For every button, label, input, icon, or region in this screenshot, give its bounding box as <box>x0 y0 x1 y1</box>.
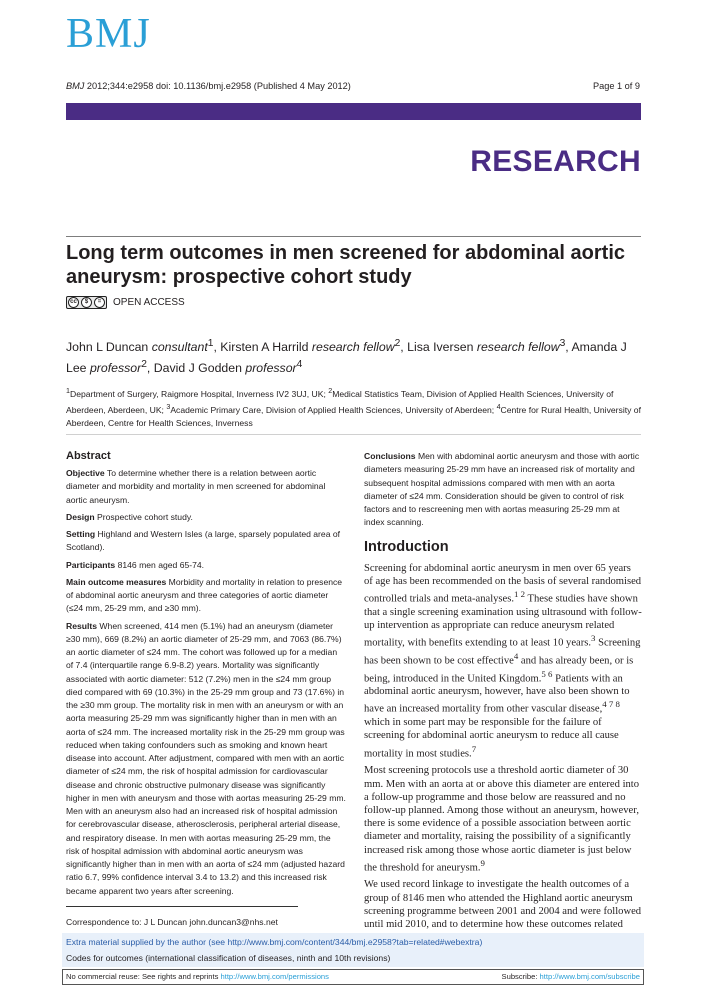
header-bar <box>66 103 641 120</box>
abstract-design: Design Prospective cohort study. <box>66 511 193 522</box>
article-title: Long term outcomes in men screened for abdominal aortic aneurysm: prospective cohort study <box>66 242 625 288</box>
open-access-label: OPEN ACCESS <box>113 297 185 308</box>
abstract-heading: Abstract <box>66 450 111 462</box>
divider <box>66 236 641 237</box>
abstract-column <box>66 448 346 902</box>
abstract-results: Results When screened, 414 men (5.1%) had an aneurysm (diameter ≥30 mm), 669 (8.2%) an aortic diameter of 25-29 mm, and 7063 (86.7%) an aortic diameter of ≤24 mm. The cohort was followed up for a median of 7.4 (interquartile range 6.9-8.2) years. Mortality was significantly associated with aortic diameter: 512 (7.2%) men in the ≤24 mm group died compared with 69 (10.3%) in the 25-29 mm group and 73 (17.6%) in the ≥30 mm group. The mortality risk in men with an aneurysm or with an aorta measuring 25-29 mm was significantly higher than in men with an aorta of ≤24 mm. The increased mortality risk in the 25-29 mm group was reduced when taking confounders such as smoking and known heart disease into account. After adjustment, compared with men with an aortic diameter of ≤24 mm, the risk of hospital admission for cardiovascular disease and chronic obstructive pulmonary disease was significantly higher in men with aneurysm and those with aortas measuring 25-29 mm. Men with an aneurysm also had an increased risk of hospital admission for cerebrovascular disease, atherosclerosis, peripheral arterial disease, and respiratory disease. In men with aortas measuring 25-29 mm, the risk of hospital admission with abdominal aortic aneurysm was significantly higher than in men with an aorta of ≤24 mm (adjusted hazard ratio 6.7, 99% confidence interval 3.4 to 13.2) and this increased risk became apparent two years after screening. <box>66 620 346 896</box>
citation-line <box>66 81 351 91</box>
author: Kirsten A Harrild research fellow$^2$, <box>220 338 408 355</box>
author: John L Duncan consultant$^1$, <box>66 338 221 355</box>
subscribe-link[interactable]: http://www.bmj.com/subscribe <box>539 972 640 981</box>
permissions-link[interactable]: http://www.bmj.com/permissions <box>220 972 329 981</box>
abstract-objective: Objective To determine whether there is a relation between aortic diameter and morbidity and mortality in men screened for abdominal aortic aneurysm. <box>66 468 326 505</box>
citation-details: 2012;344:e2958 doi: 10.1136/bmj.e2958 (Published 4 May 2012) <box>84 81 351 91</box>
outcome-codes: Codes for outcomes (international classification of diseases, ninth and 10th revisions) <box>66 953 391 963</box>
bmj-logo: BMJ <box>66 11 151 57</box>
author: Lisa Iversen research fellow$^3$, <box>407 338 572 355</box>
creative-commons-icon: cc $ = <box>66 296 107 309</box>
extra-material-link[interactable]: Extra material supplied by the author (see http://www.bmj.com/content/344/bmj.e2958?tab=related#webextra) <box>66 937 483 947</box>
intro-paragraph: Most screening protocols use a threshold aortic diameter of 30 mm. Men with an aorta at or above this diameter are entered into a follow-up programme and those below are reassured and no follow-up planned. Among those without an aneurysm, however, there is some evidence of a possible association between aortic diameter and mortality, raising the possibility of a significantly increased risk among those whose aortic diameter is just below the threshold for aneurysm.$^9$ <box>364 765 640 874</box>
introduction-heading: Introduction <box>364 538 449 555</box>
footnote-rule <box>66 906 298 907</box>
author: Amanda J Lee professor$^2$, <box>66 340 627 376</box>
reuse-notice: No commercial reuse: See rights and reprints http://www.bmj.com/permissions <box>66 972 329 981</box>
author: David J Godden professor$^4$ <box>153 359 303 376</box>
author-list <box>66 335 644 377</box>
right-column <box>364 450 642 935</box>
abstract-participants: Participants 8146 men aged 65-74. <box>66 559 205 570</box>
subscribe-notice: Subscribe: http://www.bmj.com/subscribe <box>501 972 640 981</box>
open-access-badge <box>66 296 185 309</box>
correspondence: Correspondence to: J L Duncan john.duncan3@nhs.net <box>66 917 278 927</box>
abstract-outcomes: Main outcome measures Morbidity and mortality in relation to presence of abdominal aortic aneurysm and three categories of aortic diameter (≤24 mm, 25-29 mm, and ≥30 mm). <box>66 576 343 614</box>
abstract-conclusions: Conclusions Men with abdominal aortic aneurysm and those with aortic diameters measuring 25-29 mm have an increased risk of mortality and subsequent hospital admissions compared with men with an aorta diameter of ≤24 mm. Consideration should be given to control of risk factors and to rescreening men with aortas measuring 25-29 mm at index scanning. <box>364 451 640 528</box>
abstract-setting: Setting Highland and Western Isles (a large, sparsely populated area of Scotland). <box>66 529 341 553</box>
intro-paragraph: Screening for abdominal aortic aneurysm in men over 65 years of age has been recommended on the basis of several randomised controlled trials and meta-analyses.$^{1 2}$ These studies have shown that a single screening examination using ultrasound with follow-up intervention as appropriate can reduce aneurysm related mortality, with benefits extending to at least 10 years.$^3$ Screening has been shown to be cost effective$^4$ and has already been, or is being, introduced in the United Kingdom.$^{5 6}$ Patients with an abdominal aortic aneurysm, however, have also been shown to have an increased mortality from other vascular disease,$^{4 7 8}$ which in some part may be responsible for the failure of screening for abdominal aortic aneurysm to reduce all cause mortality in most studies.$^7$ <box>364 562 642 760</box>
page-number: Page 1 of 9 <box>593 81 640 91</box>
affiliations: $^1$Department of Surgery, Raigmore Hospital, Inverness IV2 3UJ, UK; $^2$Medical Statistics Team, Division of Applied Health Sciences, University of Aberdeen, Aberdeen, UK; $^3$Academic Primary Care, Division of Applied Health Sciences, University of Aberdeen; $^4$Centre for Rural Health, University of Aberdeen, Centre for Health Sciences, Inverness <box>66 387 641 429</box>
section-label: RESEARCH <box>470 145 641 178</box>
intro-paragraph: We used record linkage to investigate the health outcomes of a group of 8146 men who attended the Highland aortic aneurysm screening programme between 2001 and 2004 and were followed until mid 2010, and to determine how these outcomes related <box>364 879 642 931</box>
journal-name: BMJ <box>66 81 85 91</box>
divider <box>66 434 641 435</box>
